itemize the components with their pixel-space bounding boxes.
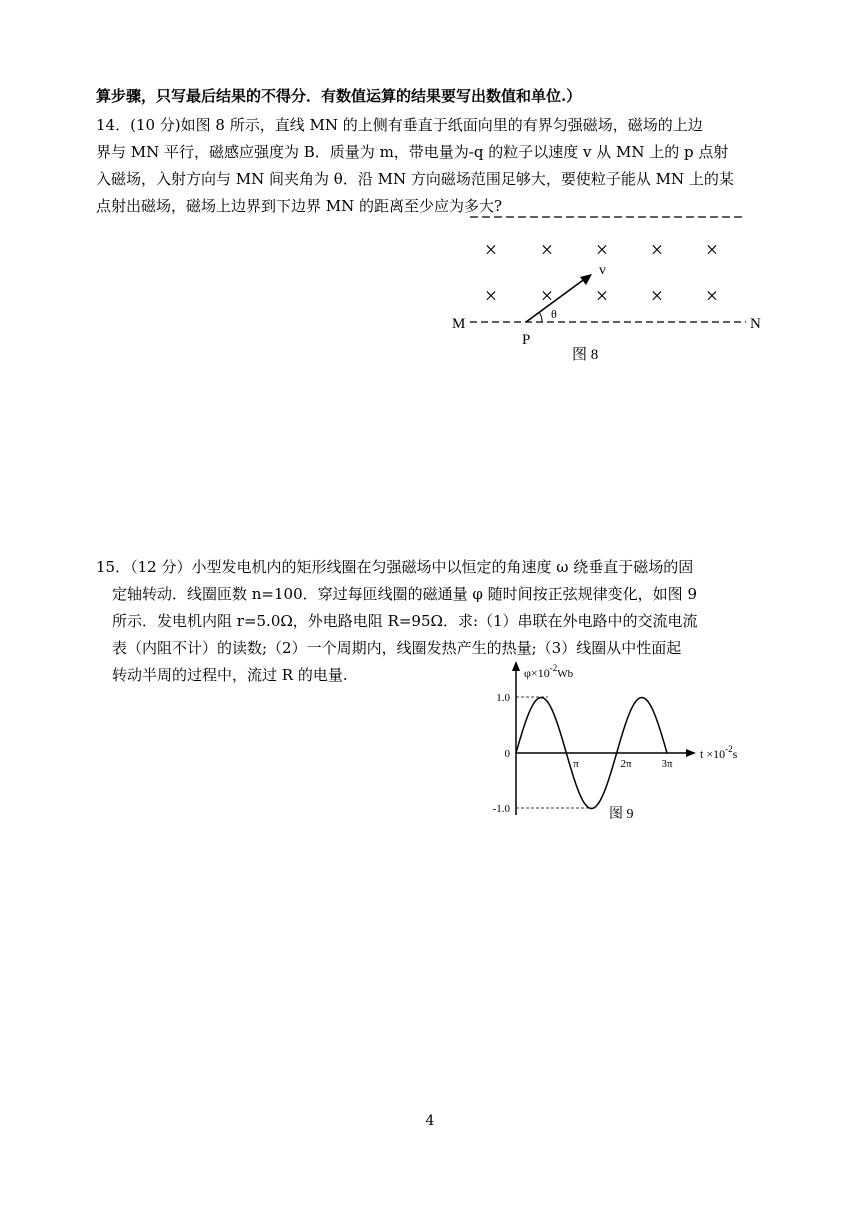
field-cross: × (650, 283, 664, 308)
angle-arc (539, 312, 542, 322)
flux-data-point (616, 752, 618, 754)
label-v: v (599, 263, 606, 278)
x-axis-arrow (686, 749, 696, 757)
instruction-line: 算步骤，只写最后结果的不得分．有数值运算的结果要写出数值和单位.） (96, 87, 582, 105)
x-tick-label: 3π (661, 758, 673, 770)
q15-line-4: 表（内阻不计）的读数;（2）一个周期内，线圈发热产生的热量;（3）线圈从中性面起 (112, 639, 682, 657)
field-cross: × (540, 283, 554, 308)
q15-line-3: 所示．发电机内阻 r=5.0Ω，外电路电阻 R=95Ω．求:（1）串联在外电路中的交流电流 (112, 612, 698, 630)
field-cross: × (705, 237, 719, 262)
field-cross: × (484, 283, 498, 308)
flux-data-point (515, 752, 517, 754)
q14-line-1: 14．(10 分)如图 8 所示，直线 MN 的上侧有垂直于纸面向里的有界匀强磁场，磁场的上边 (96, 116, 703, 134)
x-axis-label: $t \times 10^{-2}s$ (700, 744, 738, 761)
field-cross: × (540, 237, 554, 262)
y-tick-label: -1.0 (492, 803, 510, 815)
figure-8-caption: 图 8 (572, 347, 599, 363)
y-tick-label: 0 (504, 748, 510, 760)
label-m: M (452, 316, 466, 332)
figure-9-chart (486, 655, 776, 830)
y-axis-arrow (512, 661, 520, 671)
figure-9-caption: 图 9 (609, 807, 634, 822)
q14-line-2: 界与 MN 平行，磁感应强度为 B．质量为 m，带电量为-q 的粒子以速度 v 从 MN 上的 p 点射 (96, 143, 729, 161)
q14-line-4: 点射出磁场，磁场上边界到下边界 MN 的距离至少应为多大? (96, 197, 503, 215)
x-tick-label: 2π (620, 758, 632, 770)
flux-data-point (666, 752, 668, 754)
field-cross: × (650, 237, 664, 262)
y-tick-label: 1.0 (496, 692, 510, 704)
q15-line-1: 15．（12 分）小型发电机内的矩形线圈在匀强磁场中以恒定的角速度 ω 绕垂直于磁场的固 (96, 558, 694, 576)
q15-line-2: 定轴转动．线圈匝数 n=100．穿过每匝线圈的磁通量 φ 随时间按正弦规律变化，如图 9 (112, 585, 697, 603)
flux-data-point (591, 808, 593, 810)
field-cross: × (595, 283, 609, 308)
figure-8 (440, 208, 780, 368)
page-number: 4 (425, 1113, 435, 1129)
flux-data-point (641, 697, 643, 699)
field-cross: × (705, 283, 719, 308)
flux-data-point (566, 752, 568, 754)
q15-line-5: 转动半周的过程中，流过 R 的电量. (112, 666, 348, 684)
field-cross: × (484, 237, 498, 262)
label-n: N (750, 316, 761, 332)
label-theta: θ (551, 307, 557, 321)
label-p: P (522, 332, 531, 348)
x-tick-label: π (573, 758, 579, 770)
y-axis-label: $\varphi\times 10^{-2}Wb$ (524, 663, 574, 680)
field-cross: × (595, 237, 609, 262)
q14-line-3: 入磁场，入射方向与 MN 间夹角为 θ．沿 MN 方向磁场范围足够大，要使粒子能从 MN 上的某 (96, 170, 734, 188)
velocity-arrowhead (580, 274, 592, 285)
flux-data-point (540, 697, 542, 699)
